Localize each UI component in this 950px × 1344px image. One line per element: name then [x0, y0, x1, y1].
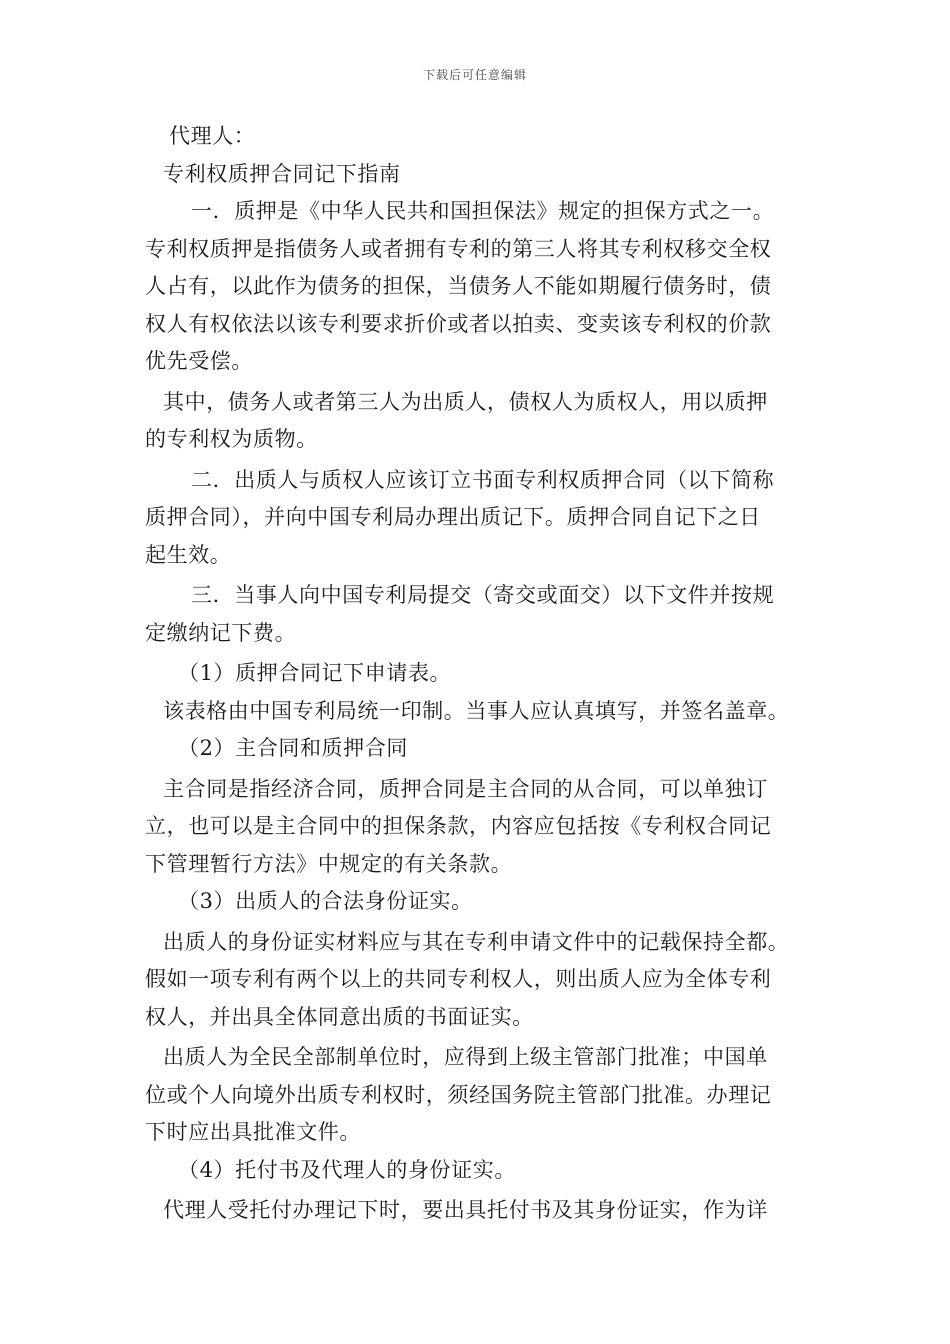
paragraph-line: 三．当事人向中国专利局提交（寄交或面交）以下文件并按规: [191, 583, 775, 607]
paragraph-line: 优先受偿。: [145, 349, 253, 373]
paragraph-line: 下时应出具批准文件。: [145, 1120, 361, 1144]
paragraph-line: 定缴纳记下费。: [145, 620, 297, 645]
paragraph-line: 出质人为全民全部制单位时，应得到上级主管部门批准；中国单: [163, 1045, 768, 1069]
paragraph-line: 权人，并出具全体同意出质的书面证实。: [145, 1004, 534, 1029]
paragraph-line: 立，也可以是主合同中的担保条款，内容应包括按《专利权合同记: [145, 814, 772, 838]
paragraph-line: 专利权质押是指债务人或者拥有专利的第三人将其专利权移交全权: [145, 236, 772, 261]
paragraph-line: 一．质押是《中华人民共和国担保法》规定的担保方式之一。: [191, 199, 775, 223]
paragraph-line: 代理人受托付办理记下时，要出具托付书及其身份证实，作为详: [163, 1198, 768, 1222]
document-title: 专利权质押合同记下指南: [163, 161, 401, 186]
paragraph-line: 权人有权依法以该专利要求折价或者以拍卖、变卖该专利权的价款: [145, 311, 772, 336]
list-item-heading: （1）质押合同记下申请表。: [178, 661, 452, 685]
paragraph-line: 出质人的身份证实材料应与其在专利申请文件中的记载保持全都。: [163, 929, 790, 954]
list-item-heading: （4）托付书及代理人的身份证实。: [178, 1157, 516, 1182]
paragraph-line: 起生效。: [145, 542, 232, 567]
paragraph-line: 位或个人向境外出质专利权时，须经国务院主管部门批准。办理记: [145, 1082, 772, 1107]
paragraph-line: 主合同是指经济合同，质押合同是主合同的从合同，可以单独订: [163, 776, 768, 801]
paragraph-line: 二．出质人与质权人应该订立书面专利权质押合同（以下简称: [191, 467, 775, 492]
paragraph-line: 假如一项专利有两个以上的共同专利权人，则出质人应为全体专利: [145, 967, 772, 991]
paragraph-line: 该表格由中国专利局统一印制。当事人应认真填写，并签名盖章。: [163, 698, 790, 723]
list-item-heading: （2）主合同和质押合同: [178, 736, 408, 760]
paragraph-line: 人占有，以此作为债务的担保，当债务人不能如期履行债务时，债: [145, 274, 772, 298]
page-header: 下载后可任意编辑: [422, 68, 527, 82]
agent-label: 代理人：: [169, 124, 256, 148]
list-item-heading: （3）出质人的合法身份证实。: [178, 889, 473, 913]
paragraph-line: 其中，债务人或者第三人为出质人，债权人为质权人，用以质押: [163, 389, 768, 414]
paragraph-line: 质押合同），并向中国专利局办理出质记下。质押合同自记下之日: [145, 505, 761, 529]
paragraph-line: 下管理暂行方法》中规定的有关条款。: [145, 851, 513, 876]
document-body: [145, 118, 815, 1230]
paragraph-line: 的专利权为质物。: [145, 427, 318, 451]
